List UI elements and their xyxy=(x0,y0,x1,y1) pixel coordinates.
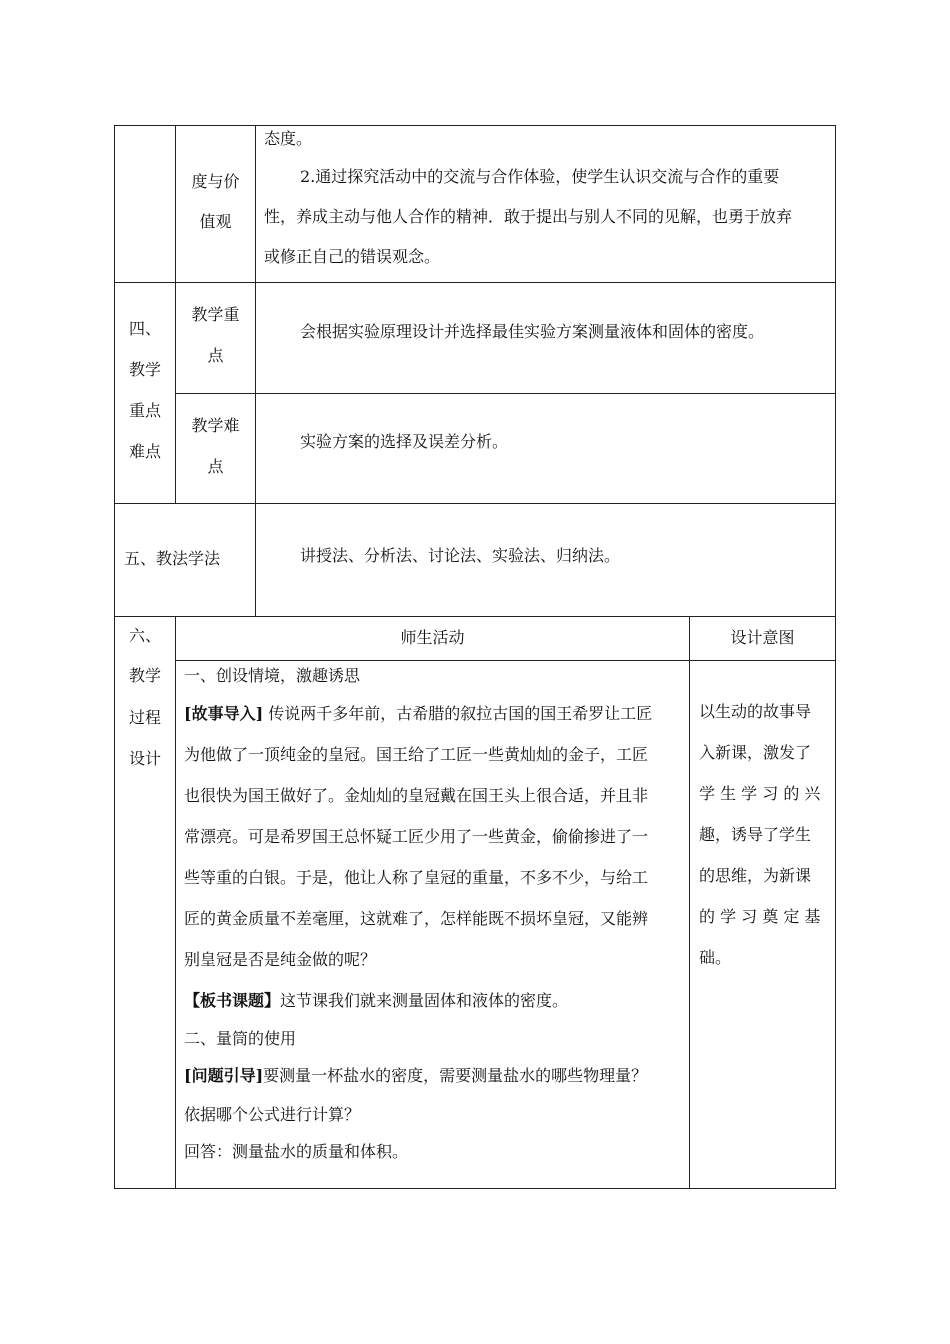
intent-line-3: 学 生 学 习 的 兴 xyxy=(699,784,821,803)
column-divider-content xyxy=(255,125,256,617)
story-line-3: 也很快为国王做好了。金灿灿的皇冠戴在国王头上很合适，并且非 xyxy=(184,786,649,805)
intent-line-7: 础。 xyxy=(699,948,732,967)
board-text: 这节课我们就来测量固体和液体的密度。 xyxy=(280,991,569,1010)
methods-label: 五、教法学法 xyxy=(124,549,221,568)
story-line-5: 些等重的白银。于是，他让人称了皇冠的重量，不多不少，与给工 xyxy=(184,868,649,887)
row-divider-key-difficult xyxy=(175,393,836,394)
key-point-label-line-1: 教学重 xyxy=(191,305,240,324)
attitude-paragraph-line-3: 或修正自己的错误观念。 xyxy=(264,247,441,266)
attitude-paragraph-line-1: 2.通过探究活动中的交流与合作体验，使学生认识交流与合作的重要 xyxy=(300,167,780,186)
question-line xyxy=(184,1065,684,1087)
intent-line-6: 的 学 习 奠 定 基 xyxy=(699,907,821,926)
attitude-text-first: 态度。 xyxy=(264,129,313,148)
row-divider-attitude xyxy=(114,282,836,283)
question-text: 要测量一杯盐水的密度，需要测量盐水的哪些物理量？ xyxy=(263,1066,648,1085)
activity-heading-1: 一、创设情境，激趣诱思 xyxy=(184,666,361,685)
section6-label-line-4: 设计 xyxy=(128,749,161,768)
story-text-line-1: 传说两千多年前，古希腊的叙拉古国的国王希罗让工匠 xyxy=(268,704,653,723)
board-tag: 【板书课题】 xyxy=(184,991,281,1010)
story-line-7: 别皇冠是否是纯金做的呢？ xyxy=(184,950,377,969)
section4-label-line-1: 四、 xyxy=(128,319,161,338)
column-divider-intent xyxy=(689,616,690,1189)
key-point-label-line-2: 点 xyxy=(207,346,224,365)
intent-line-1: 以生动的故事导 xyxy=(699,702,812,721)
key-point-text: 会根据实验原理设计并选择最佳实验方案测量液体和固体的密度。 xyxy=(300,322,765,341)
section4-label-line-3: 重点 xyxy=(128,401,161,420)
difficult-point-label-line-1: 教学难 xyxy=(191,416,240,435)
difficult-point-label-line-2: 点 xyxy=(207,457,224,476)
section6-label-line-1: 六、 xyxy=(128,626,161,645)
story-tag: [故事导入] xyxy=(184,704,264,723)
difficult-point-text: 实验方案的选择及误差分析。 xyxy=(300,432,509,451)
table-border-top xyxy=(114,125,836,126)
section6-label-line-2: 教学 xyxy=(128,666,161,685)
row-divider-process-header xyxy=(175,660,836,661)
table-border-bottom xyxy=(114,1188,836,1189)
story-line-4: 常漂亮。可是希罗国王总怀疑工匠少用了一些黄金，偷偷掺进了一 xyxy=(184,827,649,846)
header-activity: 师生活动 xyxy=(400,628,465,647)
board-line xyxy=(184,990,684,1012)
attitude-paragraph-line-2: 性，养成主动与他人合作的精神．敢于提出与别人不同的见解，也勇于放弃 xyxy=(264,207,793,226)
story-line-1 xyxy=(184,703,684,725)
attitude-label-line-1: 度与价 xyxy=(191,172,240,191)
intent-line-2: 入新课，激发了 xyxy=(699,743,812,762)
row-divider-key-points xyxy=(114,503,836,504)
answer-line: 回答：测量盐水的质量和体积。 xyxy=(184,1142,409,1161)
header-intent: 设计意图 xyxy=(730,628,795,647)
section4-label-line-2: 教学 xyxy=(128,360,161,379)
story-line-2: 为他做了一顶纯金的皇冠。国王给了工匠一些黄灿灿的金子，工匠 xyxy=(184,745,649,764)
table-border-left xyxy=(114,125,115,1189)
question-tag: [问题引导] xyxy=(184,1066,264,1085)
section4-label-line-4: 难点 xyxy=(128,442,161,461)
question-line-2: 依据哪个公式进行计算？ xyxy=(184,1105,361,1124)
attitude-label-line-2: 值观 xyxy=(199,212,232,231)
activity-heading-2: 二、量筒的使用 xyxy=(184,1029,297,1048)
methods-text: 讲授法、分析法、讨论法、实验法、归纳法。 xyxy=(300,546,621,565)
story-line-6: 匠的黄金质量不差毫厘，这就难了，怎样能既不损坏皇冠，又能辨 xyxy=(184,909,649,928)
intent-line-5: 的思维，为新课 xyxy=(699,866,812,885)
intent-line-4: 趣，诱导了学生 xyxy=(699,825,812,844)
column-divider-process xyxy=(175,616,176,1189)
table-border-right xyxy=(835,125,836,1189)
section6-label-line-3: 过程 xyxy=(128,708,161,727)
row-divider-methods xyxy=(114,616,836,617)
